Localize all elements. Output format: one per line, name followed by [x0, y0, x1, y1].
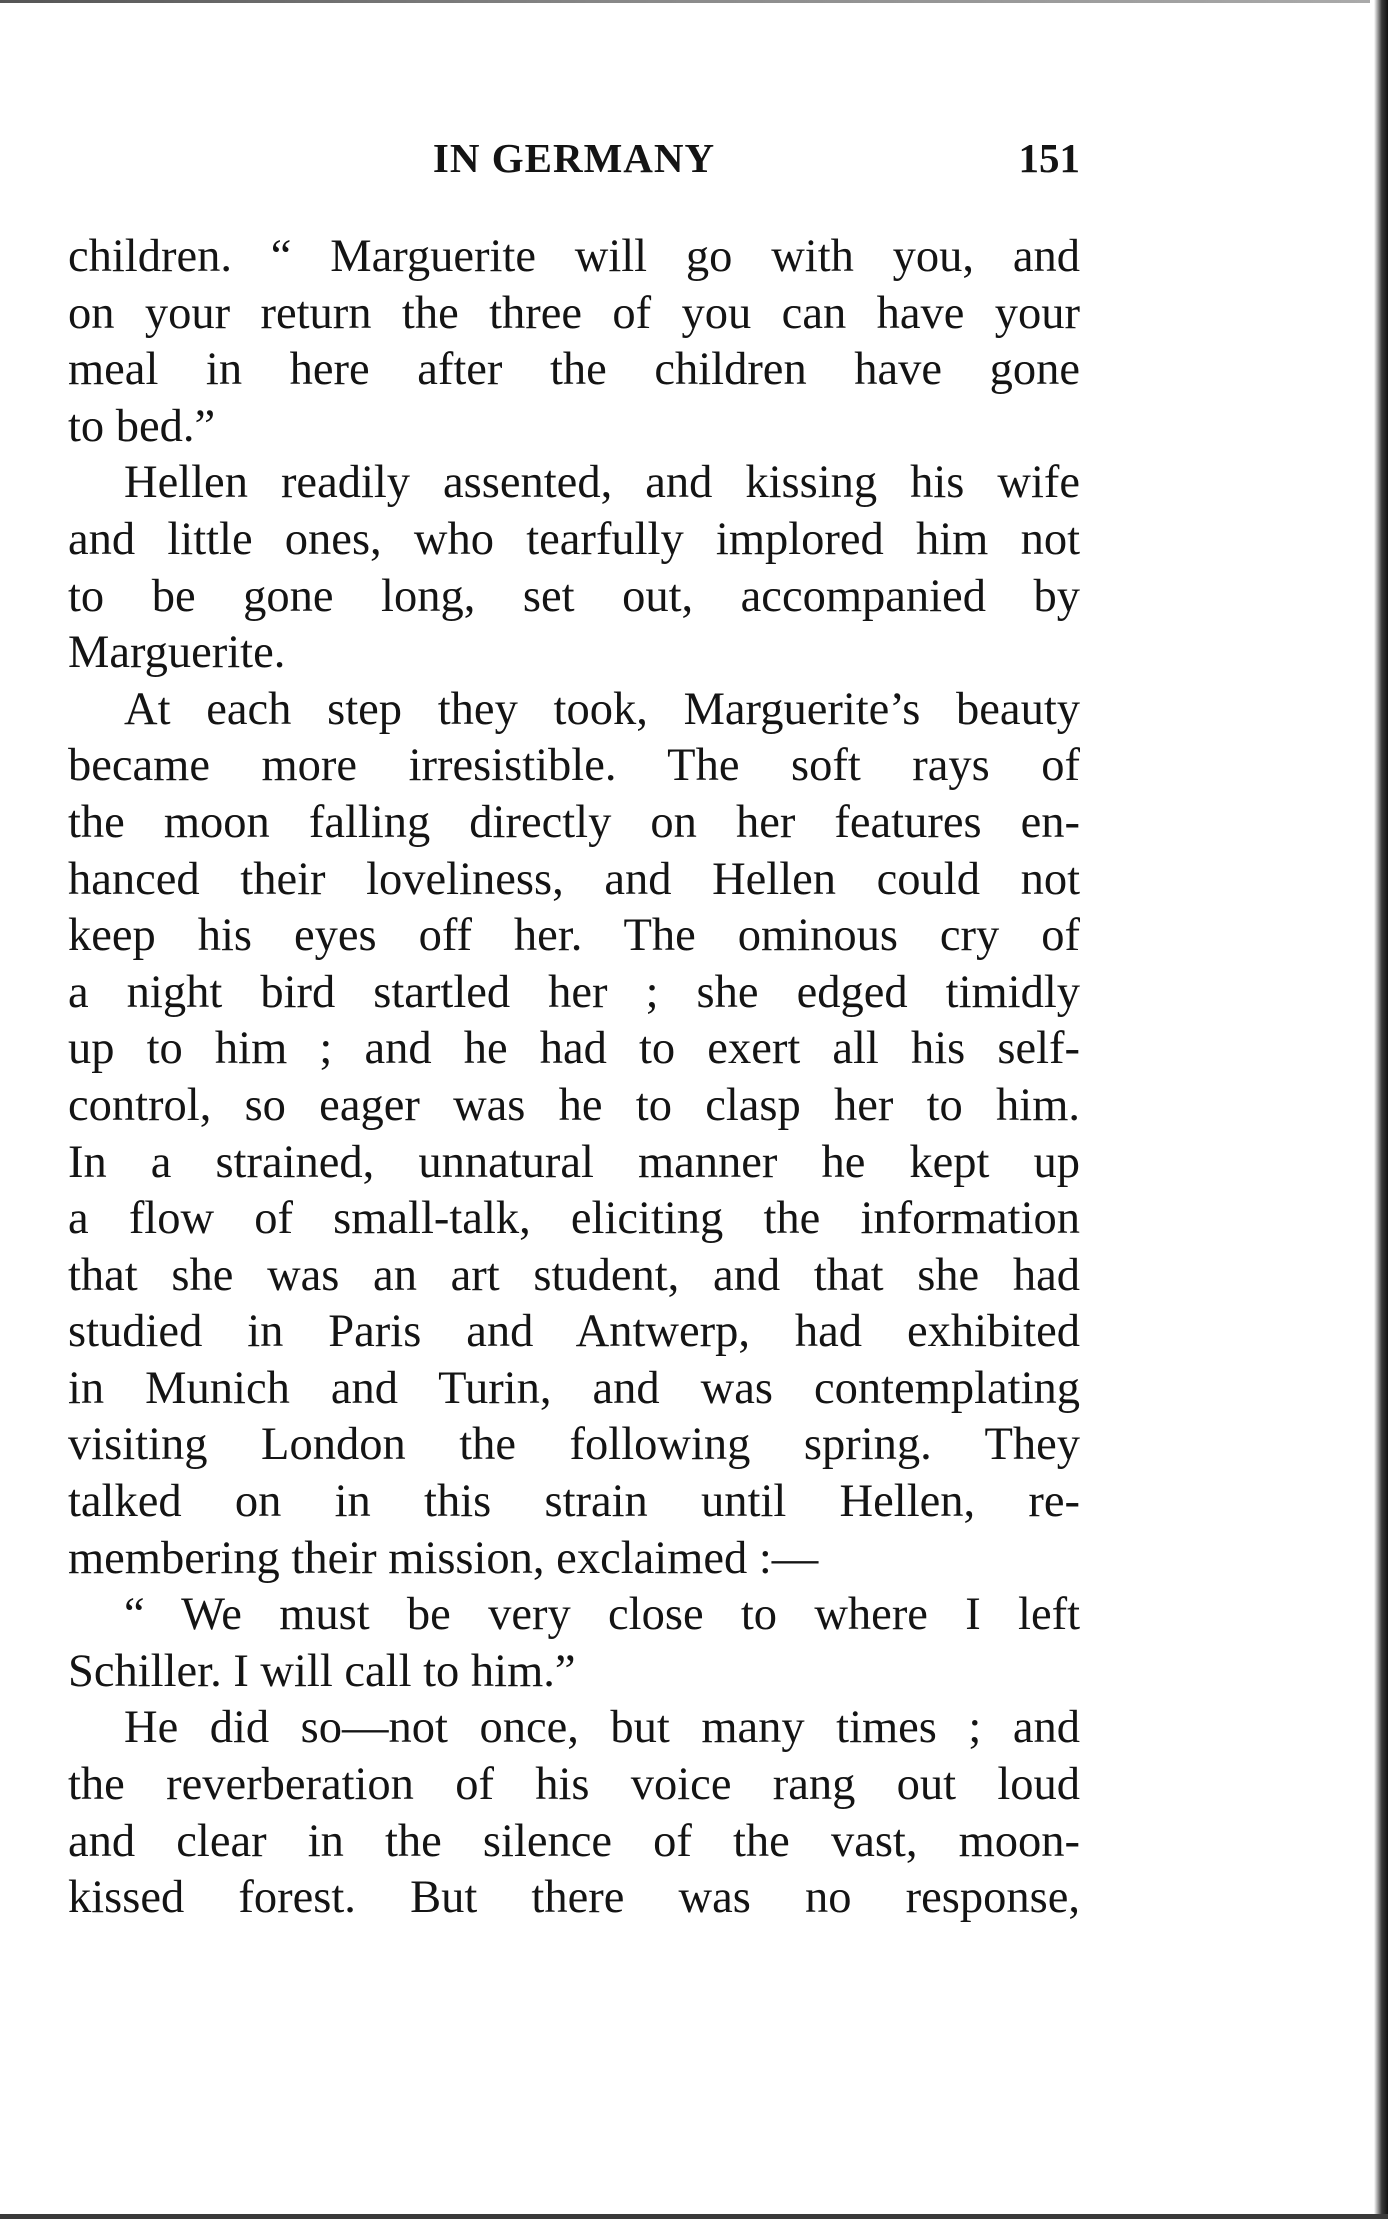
- text-line: the moon falling directly on her features en-: [68, 796, 1080, 848]
- text-line: became more irresistible. The soft rays of: [68, 740, 1080, 792]
- text-line: Schiller. I will call to him.”: [68, 1645, 576, 1697]
- page-right-edge-shadow: [1374, 0, 1388, 2219]
- text-line: control, so eager was he to clasp her to him.: [68, 1079, 1080, 1131]
- text-line: and clear in the silence of the vast, moon-: [68, 1815, 1080, 1867]
- running-head-title: IN GERMANY: [432, 135, 716, 181]
- text-line: visiting London the following spring. They: [68, 1419, 1080, 1471]
- page-number: 151: [1018, 135, 1080, 181]
- text-line: He did so—not once, but many times ; and: [124, 1702, 1080, 1754]
- text-line: in Munich and Turin, and was contemplating: [68, 1362, 1080, 1414]
- text-line: to bed.”: [68, 400, 216, 452]
- text-line: studied in Paris and Antwerp, had exhibited: [68, 1306, 1080, 1358]
- text-line: Marguerite.: [68, 627, 286, 679]
- page-top-edge: [0, 0, 1370, 3]
- text-line: “ We must be very close to where I left: [124, 1589, 1080, 1641]
- text-line: to be gone long, set out, accompanied by: [68, 570, 1080, 622]
- text-line: hanced their loveliness, and Hellen could not: [68, 853, 1080, 905]
- text-line: on your return the three of you can have your: [68, 287, 1080, 339]
- text-line: and little ones, who tearfully implored him not: [68, 513, 1080, 565]
- text-line: kissed forest. But there was no response,: [68, 1872, 1080, 1924]
- body-text: [68, 229, 1080, 1927]
- text-line: children. “ Marguerite will go with you, and: [68, 231, 1080, 282]
- page-bottom-edge: [0, 2214, 1388, 2219]
- text-line: a night bird startled her ; she edged timidly: [68, 966, 1080, 1018]
- text-line: talked on in this strain until Hellen, re-: [68, 1476, 1080, 1528]
- text-line: keep his eyes off her. The ominous cry of: [68, 910, 1080, 962]
- text-line: At each step they took, Marguerite’s beauty: [124, 683, 1080, 735]
- text-line: membering their mission, exclaimed :—: [68, 1532, 819, 1584]
- running-head: [68, 128, 1080, 188]
- text-line: the reverberation of his voice rang out loud: [68, 1759, 1080, 1811]
- text-line: up to him ; and he had to exert all his self-: [68, 1023, 1080, 1075]
- text-line: that she was an art student, and that she had: [68, 1249, 1080, 1301]
- text-line: meal in here after the children have gone: [68, 344, 1080, 396]
- text-line: In a strained, unnatural manner he kept up: [68, 1136, 1080, 1188]
- text-line: Hellen readily assented, and kissing his wife: [124, 457, 1080, 509]
- text-line: a flow of small-talk, eliciting the information: [68, 1193, 1080, 1245]
